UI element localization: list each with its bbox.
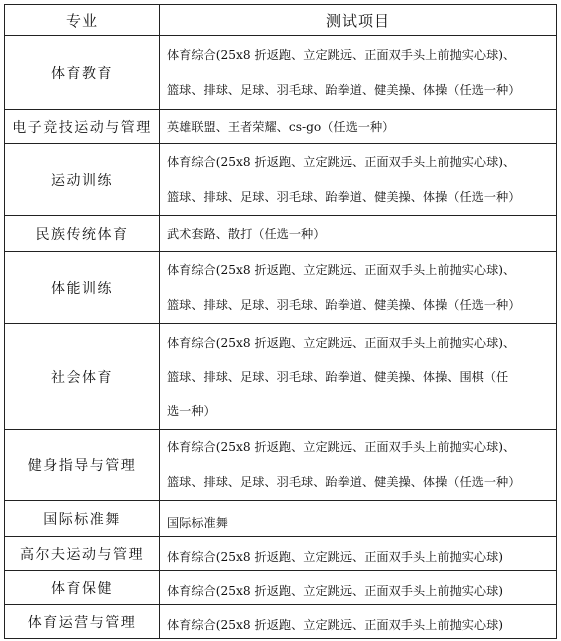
tests-line: 武术套路、散打（任选一种） [167,226,326,241]
header-row [5,5,557,36]
tests-line: 篮球、排球、足球、羽毛球、跆拳道、健美操、体操（任选一种） [167,297,521,312]
tests-line: 篮球、排球、足球、羽毛球、跆拳道、健美操、体操、围棋（任 [167,369,509,384]
table-row [5,144,557,216]
major-cell: 电子竞技运动与管理 [5,110,160,144]
table-row [5,36,557,110]
tests-cell [160,430,557,501]
tests-line: 体育综合(25x8 折返跑、立定跳远、正面双手头上前抛实心球)、 [167,47,516,62]
tests-line: 体育综合(25x8 折返跑、立定跳远、正面双手头上前抛实心球)、 [167,440,516,454]
table-row [5,571,557,605]
table-row [5,537,557,571]
majors-tests-table [4,4,557,639]
table-row [5,605,557,639]
table-row [5,430,557,501]
header-tests: 测试项目 [160,5,557,36]
major-cell: 运动训练 [5,144,160,216]
major-cell: 体育保健 [5,571,160,605]
tests-cell [160,571,557,605]
tests-line: 选一种） [167,403,216,418]
tests-cell [160,110,557,144]
table-row [5,324,557,430]
tests-cell [160,36,557,110]
tests-line: 国际标准舞 [167,516,228,530]
tests-line: 篮球、排球、足球、羽毛球、跆拳道、健美操、体操（任选一种） [167,475,521,489]
tests-line: 篮球、排球、足球、羽毛球、跆拳道、健美操、体操（任选一种） [167,82,521,97]
table-row [5,216,557,252]
tests-line: 英雄联盟、王者荣耀、cs-go（任选一种） [167,119,395,134]
major-cell: 体育教育 [5,36,160,110]
tests-cell [160,501,557,537]
tests-line: 体育综合(25x8 折返跑、立定跳远、正面双手头上前抛实心球)、 [167,262,516,277]
tests-cell [160,144,557,216]
tests-cell [160,252,557,324]
major-cell: 高尔夫运动与管理 [5,537,160,571]
table-row [5,252,557,324]
major-cell: 国际标准舞 [5,501,160,537]
tests-line: 体育综合(25x8 折返跑、立定跳远、正面双手头上前抛实心球) [167,584,504,598]
major-cell: 体能训练 [5,252,160,324]
major-cell: 体育运营与管理 [5,605,160,639]
table-row [5,501,557,537]
major-cell: 民族传统体育 [5,216,160,252]
tests-cell [160,324,557,430]
major-cell: 健身指导与管理 [5,430,160,501]
major-cell: 社会体育 [5,324,160,430]
tests-line: 体育综合(25x8 折返跑、立定跳远、正面双手头上前抛实心球)、 [167,154,516,169]
header-major: 专业 [5,5,160,36]
tests-line: 体育综合(25x8 折返跑、立定跳远、正面双手头上前抛实心球) [167,618,504,632]
tests-cell [160,216,557,252]
table-row [5,110,557,144]
tests-line: 体育综合(25x8 折返跑、立定跳远、正面双手头上前抛实心球) [167,550,504,564]
tests-cell [160,605,557,639]
tests-cell [160,537,557,571]
tests-line: 体育综合(25x8 折返跑、立定跳远、正面双手头上前抛实心球)、 [167,335,516,350]
tests-line: 篮球、排球、足球、羽毛球、跆拳道、健美操、体操（任选一种） [167,189,521,204]
